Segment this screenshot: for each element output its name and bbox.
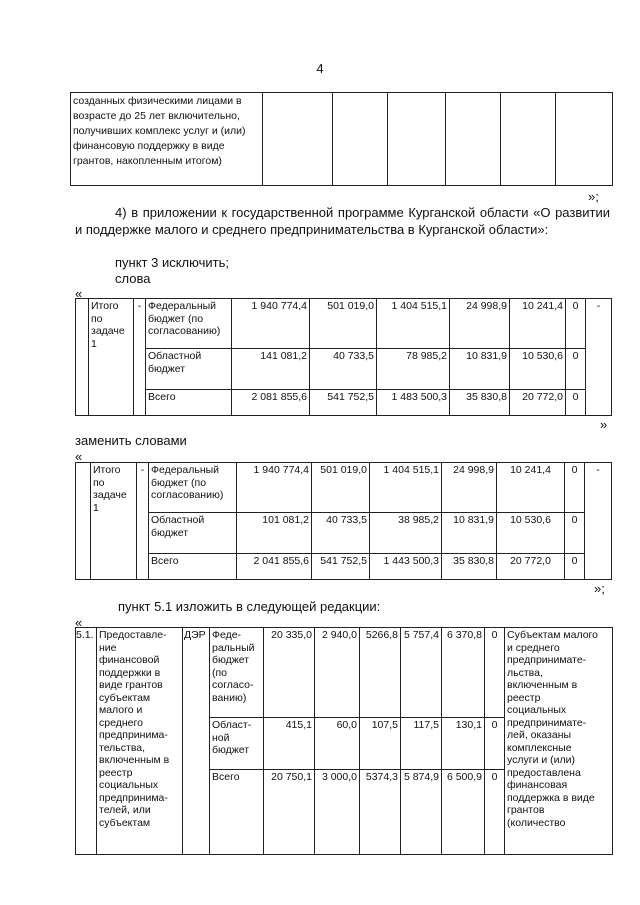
- executor: ДЭР: [183, 628, 210, 855]
- value-cell: 35 830,8: [450, 389, 510, 415]
- source-cell: Всего: [149, 553, 237, 579]
- row-label: Итого по задаче 1: [91, 463, 137, 580]
- value-cell: 541 752,5: [310, 389, 377, 415]
- table-cell: [501, 93, 556, 186]
- source-cell: Всего: [210, 770, 264, 855]
- top-table-text: созданных физическими лицами в возрасте до 25 лет включительно, получивших комплекс услуг и (или) финансовую поддержку в виде грантов, накопленным итогом): [71, 93, 263, 186]
- value-cell: 1 483 500,3: [377, 389, 450, 415]
- value-cell: 0: [565, 463, 585, 513]
- table-cell: [388, 93, 446, 186]
- item-description: Предоставле- ние финансовой поддержки в виде грантов субъектам малого и среднего предпринима- тельства, включенным в реестр социальных предпринима- телей, или субъектам: [97, 628, 183, 855]
- open-quote: «: [75, 615, 83, 630]
- value-cell: 24 998,9: [442, 463, 497, 513]
- source-cell: Област- ной бюджет: [210, 718, 264, 770]
- value-cell: 6 370,8: [442, 628, 485, 718]
- value-cell: 5 757,4: [401, 628, 442, 718]
- open-quote: «: [75, 449, 83, 464]
- value-cell: 0: [565, 513, 585, 553]
- value-cell: 20 772,0: [497, 553, 565, 579]
- value-cell: 0: [485, 718, 505, 770]
- table-cell: [263, 93, 333, 186]
- table-cell: [446, 93, 501, 186]
- source-cell: Областной бюджет: [149, 513, 237, 553]
- value-cell: 24 998,9: [450, 299, 510, 349]
- value-cell: 38 985,2: [370, 513, 442, 553]
- value-cell: 5 874,9: [401, 770, 442, 855]
- value-cell: 78 985,2: [377, 349, 450, 389]
- value-cell: 10 241,4: [497, 463, 565, 513]
- item-number: 5.1.: [76, 628, 97, 855]
- close-quote: »;: [588, 189, 599, 204]
- replace-label: заменить словами: [75, 433, 187, 448]
- value-cell: 6 500,9: [442, 770, 485, 855]
- value-cell: 1 443 500,3: [370, 553, 442, 579]
- table-cell: [333, 93, 388, 186]
- source-cell: Всего: [146, 389, 232, 415]
- value-cell: 20 772,0: [510, 389, 566, 415]
- row-label: Итого по задаче 1: [89, 299, 134, 416]
- top-table: [70, 92, 613, 186]
- executor-dash: -: [137, 463, 149, 580]
- value-cell: 20 750,1: [264, 770, 315, 855]
- value-cell: 0: [565, 553, 585, 579]
- table-cell: [556, 93, 613, 186]
- value-cell: 117,5: [401, 718, 442, 770]
- source-cell: Федеральный бюджет (по согласованию): [149, 463, 237, 513]
- value-cell: 0: [485, 770, 505, 855]
- item-4-line2: пункт 3 исключить;: [115, 255, 229, 270]
- expected-result: Субъектам малого и среднего предпринимате- льства, включенным в реестр социальных предпринимате- лей, оказаны комплексные услуги и (или) предоставлена финансовая поддержка в виде грантов (количество: [505, 628, 613, 855]
- value-cell: 20 335,0: [264, 628, 315, 718]
- value-cell: 1 404 515,1: [370, 463, 442, 513]
- value-cell: 501 019,0: [310, 299, 377, 349]
- value-cell: 130,1: [442, 718, 485, 770]
- table-old-words: [75, 298, 612, 416]
- value-cell: 107,5: [360, 718, 401, 770]
- value-cell: 101 081,2: [237, 513, 312, 553]
- value-cell: 40 733,5: [312, 513, 370, 553]
- value-cell: 5374,3: [360, 770, 401, 855]
- value-cell: 0: [566, 349, 586, 389]
- source-cell: Феде- ральный бюджет (по согласо- ванию): [210, 628, 264, 718]
- end-dash: -: [586, 299, 612, 416]
- table-cell: [76, 463, 91, 580]
- value-cell: 0: [485, 628, 505, 718]
- value-cell: 10 831,9: [450, 349, 510, 389]
- value-cell: 2 081 855,6: [232, 389, 310, 415]
- close-quote: »: [600, 417, 608, 432]
- value-cell: 0: [566, 299, 586, 349]
- item-4-text: 4) в приложении к государственной программе Курганской области «О развитии и поддержке малого и среднего предпринимательства в Курганской области»:: [75, 205, 610, 237]
- end-dash: -: [585, 463, 612, 580]
- value-cell: 1 940 774,4: [237, 463, 312, 513]
- table-item-5-1: [75, 627, 613, 855]
- value-cell: 141 081,2: [232, 349, 310, 389]
- value-cell: 0: [566, 389, 586, 415]
- value-cell: 1 940 774,4: [232, 299, 310, 349]
- value-cell: 541 752,5: [312, 553, 370, 579]
- value-cell: 40 733,5: [310, 349, 377, 389]
- value-cell: 10 241,4: [510, 299, 566, 349]
- value-cell: 2 940,0: [315, 628, 360, 718]
- value-cell: 2 041 855,6: [237, 553, 312, 579]
- source-cell: Федеральный бюджет (по согласованию): [146, 299, 232, 349]
- item-4-line3: слова: [115, 271, 151, 286]
- value-cell: 1 404 515,1: [377, 299, 450, 349]
- executor-dash: -: [134, 299, 146, 416]
- table-cell: [76, 299, 89, 416]
- item-5-1-text: пункт 5.1 изложить в следующей редакции:: [118, 599, 381, 614]
- value-cell: 501 019,0: [312, 463, 370, 513]
- close-quote: »;: [594, 581, 605, 596]
- value-cell: 415,1: [264, 718, 315, 770]
- value-cell: 3 000,0: [315, 770, 360, 855]
- table-new-words: [75, 462, 612, 580]
- value-cell: 10 530,6: [510, 349, 566, 389]
- value-cell: 5266,8: [360, 628, 401, 718]
- open-quote: «: [75, 286, 83, 301]
- value-cell: 10 831,9: [442, 513, 497, 553]
- value-cell: 60,0: [315, 718, 360, 770]
- value-cell: 10 530,6: [497, 513, 565, 553]
- page-number: 4: [316, 61, 324, 76]
- value-cell: 35 830,8: [442, 553, 497, 579]
- source-cell: Областной бюджет: [146, 349, 232, 389]
